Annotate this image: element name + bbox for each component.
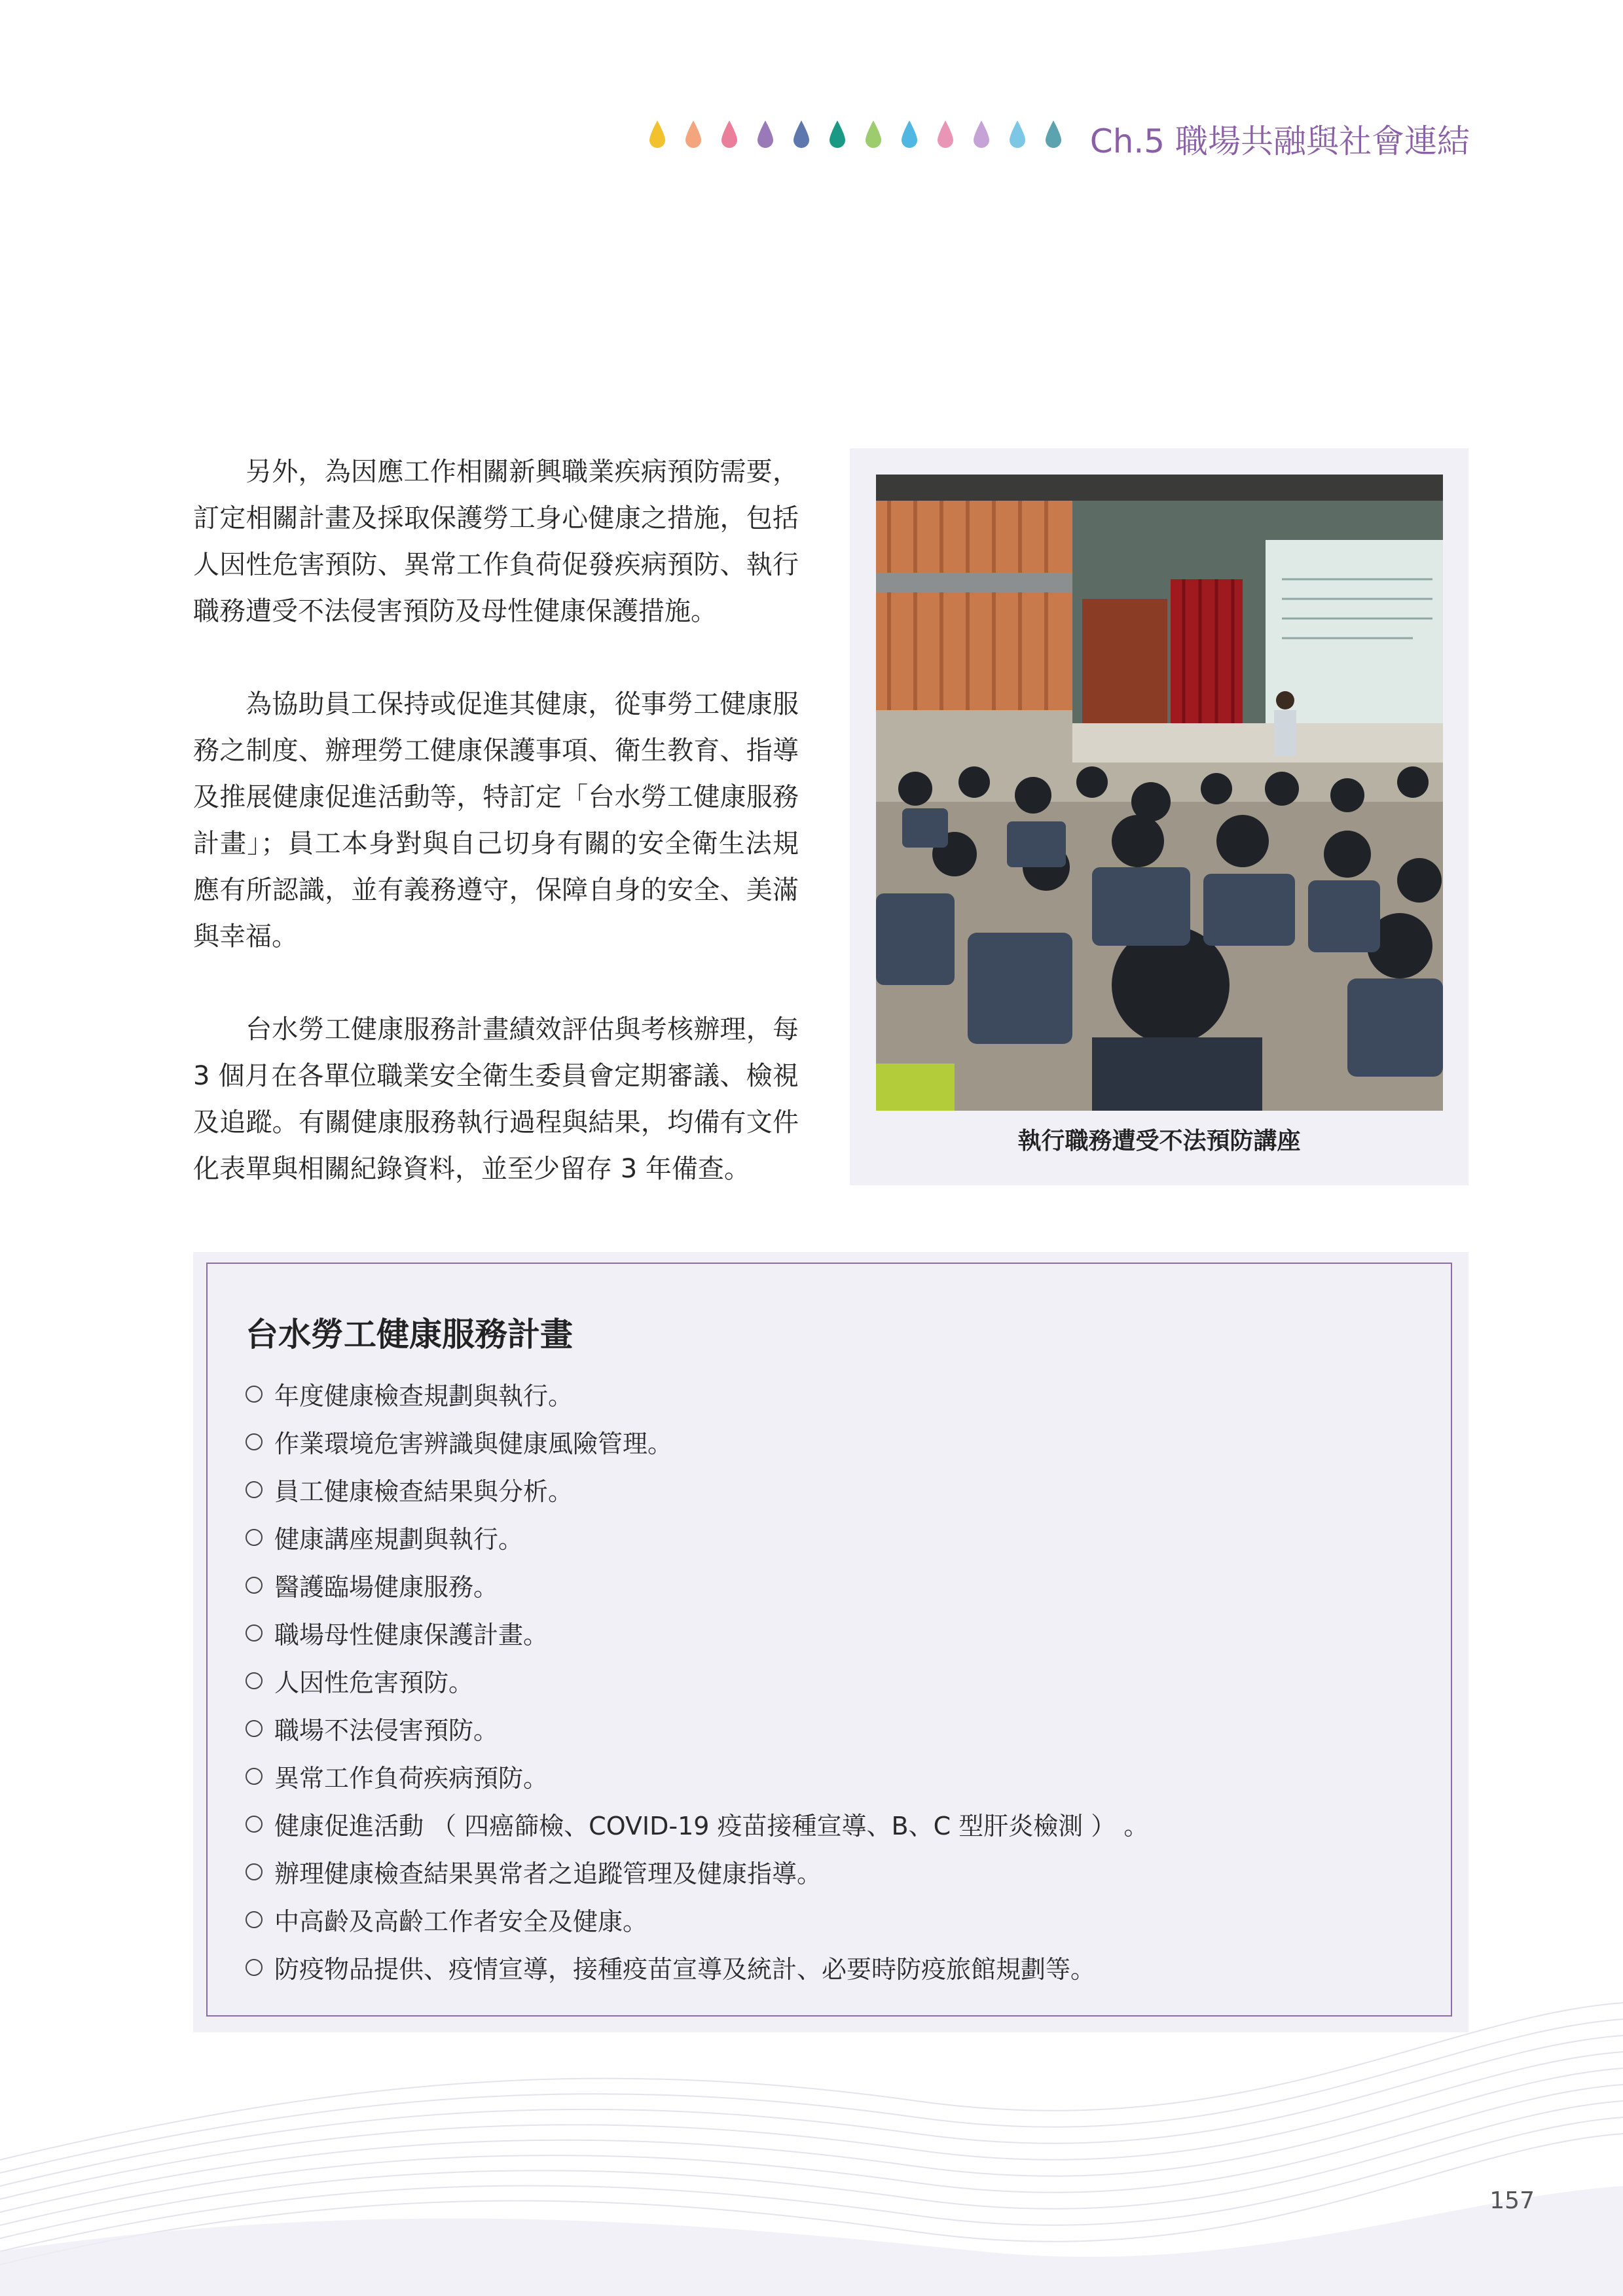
circle-bullet-icon [246, 1911, 263, 1928]
list-item-text: 防疫物品提供、疫情宣導，接種疫苗宣導及統計、必要時防疫旅館規劃等。 [274, 1955, 1096, 1984]
chapter-title: Ch.5 職場共融與社會連結 [1089, 122, 1470, 160]
circle-bullet-icon [246, 1720, 263, 1737]
health-plan-panel [193, 1252, 1468, 2032]
circle-bullet-icon [246, 1672, 263, 1689]
list-item [246, 1609, 1148, 1657]
circle-bullet-icon [246, 1577, 263, 1594]
panel-list [246, 1370, 1148, 1991]
water-drop-icon [900, 119, 919, 151]
photo-caption: 執行職務遭受不法預防講座 [1017, 1128, 1301, 1155]
list-item [246, 1704, 1148, 1752]
paragraph-2: 為協助員工保持或促進其健康，從事勞工健康服務之制度、辦理勞工健康保護事項、衛生教育、指導及推展健康促進活動等，特訂定「台水勞工健康服務計畫」；員工本身對與自己切身有關的安全衛生法規應有所認識，並有義務遵守，保障自身的安全、美滿與幸福。 [193, 689, 799, 952]
water-drop-icon [972, 119, 991, 151]
circle-bullet-icon [246, 1863, 263, 1880]
water-drop-icon [864, 119, 883, 151]
list-item-text: 醫護臨場健康服務。 [274, 1573, 499, 1602]
list-item [246, 1418, 1148, 1465]
list-item [246, 1943, 1148, 1991]
list-item-text: 人因性危害預防。 [274, 1668, 474, 1697]
list-item [246, 1848, 1148, 1895]
circle-bullet-icon [246, 1481, 263, 1498]
circle-bullet-icon [246, 1624, 263, 1641]
list-item-text: 作業環境危害辨識與健康風險管理。 [274, 1429, 673, 1458]
panel-title: 台水勞工健康服務計畫 [246, 1316, 573, 1354]
paragraph-3: 台水勞工健康服務計畫績效評估與考核辦理，每 3 個月在各單位職業安全衛生委員會定期審議、檢視及追蹤。有關健康服務執行過程與結果，均備有文件化表單與相關紀錄資料，並至少留存 3 年備查。 [193, 1014, 799, 1184]
page-header [648, 111, 1470, 164]
list-item [246, 1657, 1148, 1704]
body-text [193, 449, 799, 1239]
lecture-photo [876, 475, 1443, 1111]
list-item-text: 健康講座規劃與執行。 [274, 1525, 524, 1554]
list-item-text: 中高齡及高齡工作者安全及健康。 [274, 1907, 648, 1936]
circle-bullet-icon [246, 1959, 263, 1976]
list-item [246, 1800, 1148, 1848]
circle-bullet-icon [246, 1768, 263, 1785]
list-item [246, 1513, 1148, 1561]
list-item [246, 1895, 1148, 1943]
water-drop-icon [684, 119, 702, 151]
list-item-text: 年度健康檢查規劃與執行。 [274, 1382, 574, 1410]
list-item [246, 1752, 1148, 1800]
list-item [246, 1370, 1148, 1418]
circle-bullet-icon [246, 1529, 263, 1546]
list-item [246, 1465, 1148, 1513]
photo-card [850, 448, 1468, 1185]
circle-bullet-icon [246, 1816, 263, 1833]
panel-border [206, 1263, 1452, 2017]
water-drop-icon [756, 119, 775, 151]
decorative-drops [648, 119, 1074, 158]
page-number: 157 [1489, 2187, 1535, 2214]
list-item [246, 1561, 1148, 1609]
list-item-text: 職場不法侵害預防。 [274, 1716, 499, 1745]
list-item-text: 辦理健康檢查結果異常者之追蹤管理及健康指導。 [274, 1859, 822, 1888]
paragraph-1: 另外，為因應工作相關新興職業疾病預防需要，訂定相關計畫及採取保護勞工身心健康之措施，包括人因性危害預防、異常工作負荷促發疾病預防、執行職務遭受不法侵害預防及母性健康保護措施。 [193, 457, 799, 626]
circle-bullet-icon [246, 1433, 263, 1450]
water-drop-icon [1044, 119, 1063, 151]
water-drop-icon [828, 119, 847, 151]
list-item-text: 職場母性健康保護計畫。 [274, 1621, 549, 1649]
water-drop-icon [1008, 119, 1027, 151]
list-item-text: 異常工作負荷疾病預防。 [274, 1764, 549, 1793]
water-drop-icon [936, 119, 955, 151]
water-drop-icon [792, 119, 811, 151]
list-item-text: 健康促進活動 （ 四癌篩檢、COVID-19 疫苗接種宣導、B、C 型肝炎檢測 ） 。 [274, 1812, 1149, 1840]
list-item-text: 員工健康檢查結果與分析。 [274, 1477, 574, 1506]
water-drop-icon [648, 119, 666, 151]
circle-bullet-icon [246, 1386, 263, 1403]
water-drop-icon [720, 119, 739, 151]
